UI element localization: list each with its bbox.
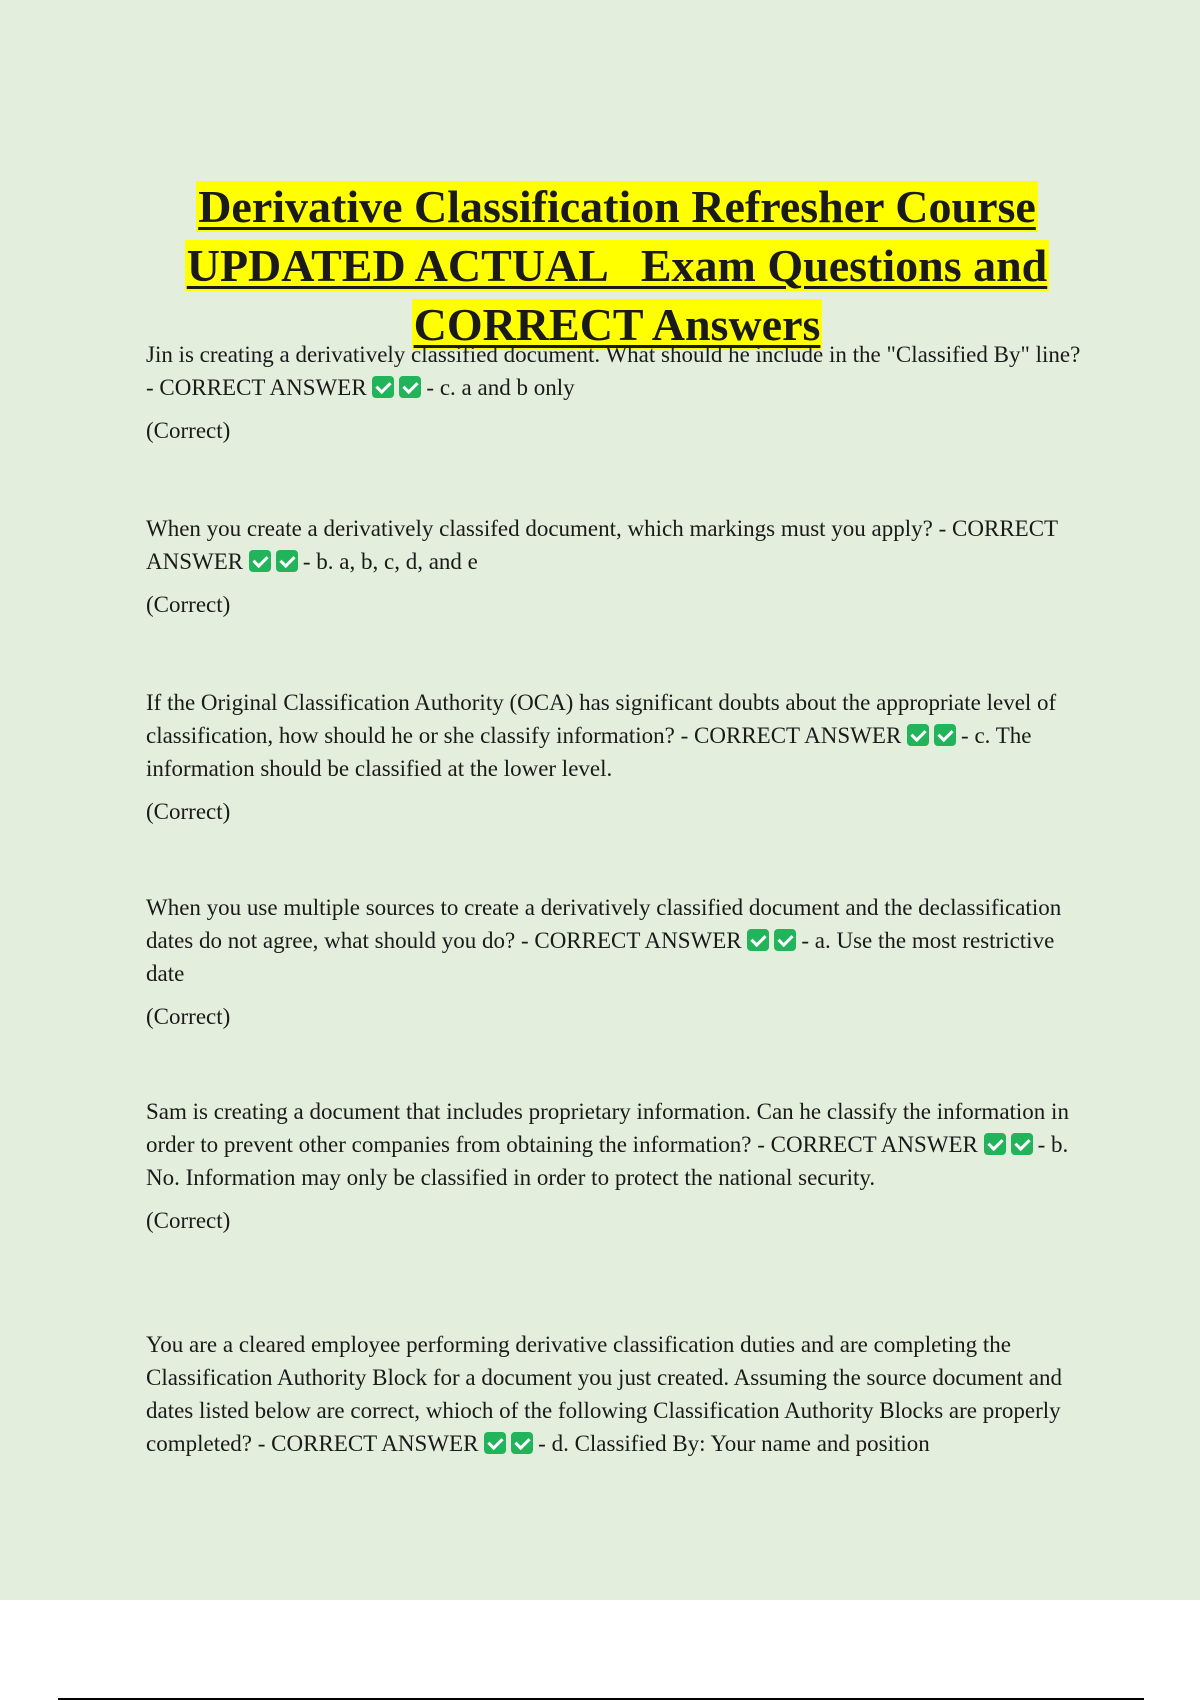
question-text	[146, 686, 1086, 785]
question-text	[146, 891, 1086, 990]
check-box-icon	[747, 929, 769, 951]
question-item	[146, 1095, 1086, 1237]
check-box-icon	[774, 929, 796, 951]
check-box-icon	[907, 724, 929, 746]
check-box-icon	[249, 550, 271, 572]
title-line-2: UPDATED ACTUAL Exam Questions and	[186, 239, 1048, 291]
answer-status: (Correct)	[146, 592, 231, 617]
question-text	[146, 338, 1086, 404]
question-text	[146, 1328, 1086, 1460]
title-line-3: CORRECT Answers	[413, 298, 821, 350]
question-prompt: Jin is creating a derivatively classified document. What should he include in the "Classified By" line? - CORRECT ANSWER	[146, 342, 1081, 400]
answer-text: - c. The information should be classified at the lower level.	[146, 723, 1032, 781]
answer-text: - b. a, b, c, d, and e	[302, 549, 478, 574]
check-box-icon	[399, 376, 421, 398]
check-box-icon	[1011, 1133, 1033, 1155]
answer-text: - d. Classified By: Your name and position	[538, 1431, 930, 1456]
question-prompt: When you create a derivatively classifed document, which markings must you apply? - CORRECT ANSWER	[146, 516, 1058, 574]
check-box-icon	[484, 1432, 506, 1454]
question-prompt: If the Original Classification Authority (OCA) has significant doubts about the appropriate level of classification, how should he or she classify information? - CORRECT ANSWER	[146, 690, 1057, 748]
title-line-1: Derivative Classification Refresher Course	[198, 180, 1036, 232]
question-item	[146, 512, 1086, 621]
question-text	[146, 1095, 1086, 1194]
answer-text: - b. No. Information may only be classified in order to protect the national security.	[146, 1132, 1069, 1190]
question-item	[146, 1328, 1086, 1460]
check-box-icon	[511, 1432, 533, 1454]
question-item	[146, 891, 1086, 1033]
answer-text: - c. a and b only	[426, 375, 575, 400]
question-prompt: When you use multiple sources to create a derivatively classified document and the declassification dates do not agree, what should you do? - CORRECT ANSWER	[146, 895, 1062, 953]
question-text	[146, 512, 1086, 578]
answer-status: (Correct)	[146, 1208, 231, 1233]
question-item	[146, 686, 1086, 828]
check-box-icon	[372, 376, 394, 398]
answer-status: (Correct)	[146, 799, 231, 824]
answer-status: (Correct)	[146, 1004, 231, 1029]
answer-text: - a. Use the most restrictive date	[146, 928, 1055, 986]
check-box-icon	[934, 724, 956, 746]
check-box-icon	[984, 1133, 1006, 1155]
check-box-icon	[276, 550, 298, 572]
answer-status: (Correct)	[146, 418, 231, 443]
question-prompt: You are a cleared employee performing derivative classification duties and are completing the Classification Authority Block for a document you just created. Assuming the source document and dates listed below are correct, whioch of the following Classification Authority Blocks are properly completed? - CORRECT ANSWER	[146, 1332, 1062, 1456]
question-prompt: Sam is creating a document that includes proprietary information. Can he classify the information in order to prevent other companies from obtaining the information? - CORRECT ANSWER	[146, 1099, 1069, 1157]
document-title	[110, 177, 1124, 354]
question-item	[146, 338, 1086, 447]
